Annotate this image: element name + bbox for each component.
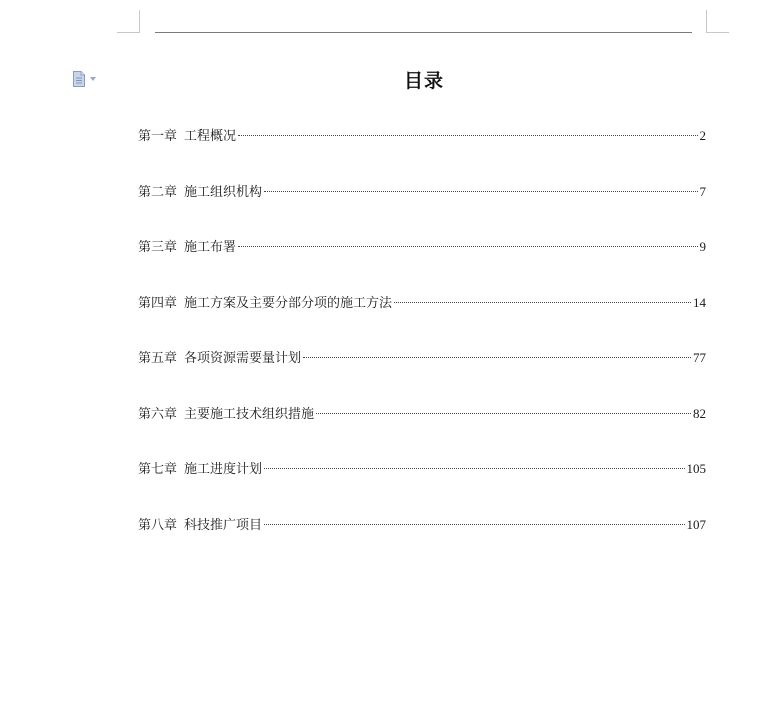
table-of-contents xyxy=(138,124,706,568)
toc-chapter-label: 第五章 xyxy=(138,351,178,366)
toc-entry-title: 工程概况 xyxy=(184,129,237,144)
toc-page-number: 107 xyxy=(686,516,706,532)
toc-dot-leader xyxy=(264,468,684,469)
crop-mark-top-right xyxy=(706,10,729,33)
toc-dot-leader xyxy=(238,246,697,247)
toc-dot-leader xyxy=(303,357,691,358)
toc-page-number: 7 xyxy=(699,183,706,199)
toc-entry-title: 施工布署 xyxy=(184,240,237,255)
toc-chapter-label: 第八章 xyxy=(138,517,178,533)
toc-item-3[interactable] xyxy=(138,235,706,291)
page-title: 目录 xyxy=(403,70,444,92)
toc-chapter-label: 第六章 xyxy=(138,406,178,422)
crop-mark-top-left xyxy=(117,10,140,33)
toc-page-number: 14 xyxy=(693,294,706,310)
toc-dot-leader xyxy=(394,302,691,303)
header-rule xyxy=(155,32,692,33)
toc-item-7[interactable] xyxy=(138,457,706,513)
toc-chapter-label: 第三章 xyxy=(138,240,178,255)
toc-item-8[interactable] xyxy=(138,513,706,569)
toc-dot-leader xyxy=(238,135,697,136)
toc-chapter-label: 第一章 xyxy=(138,129,178,144)
toc-entry-title: 施工组织机构 xyxy=(184,184,263,200)
toc-page-number: 9 xyxy=(699,239,706,254)
toc-item-6[interactable] xyxy=(138,402,706,458)
toc-dot-leader xyxy=(316,413,691,414)
toc-page-number: 77 xyxy=(693,350,706,365)
toc-item-5[interactable] xyxy=(138,346,706,402)
toc-dot-leader xyxy=(264,191,697,192)
toc-page-number: 105 xyxy=(686,461,706,476)
toc-entry-title: 主要施工技术组织措施 xyxy=(184,406,315,422)
toc-entry-title: 施工进度计划 xyxy=(184,462,263,477)
toc-chapter-label: 第七章 xyxy=(138,462,178,477)
toc-entry-title: 科技推广项目 xyxy=(184,517,263,533)
toc-entry-title: 施工方案及主要分部分项的施工方法 xyxy=(184,295,393,311)
toc-chapter-label: 第二章 xyxy=(138,184,178,200)
toc-entry-title: 各项资源需要量计划 xyxy=(184,351,302,366)
toc-page-number: 82 xyxy=(693,405,706,421)
toc-page-number: 2 xyxy=(699,128,706,143)
toc-item-4[interactable] xyxy=(138,291,706,347)
toc-dot-leader xyxy=(264,524,684,525)
toc-item-2[interactable] xyxy=(138,180,706,236)
toc-chapter-label: 第四章 xyxy=(138,295,178,311)
toc-item-1[interactable] xyxy=(138,124,706,180)
